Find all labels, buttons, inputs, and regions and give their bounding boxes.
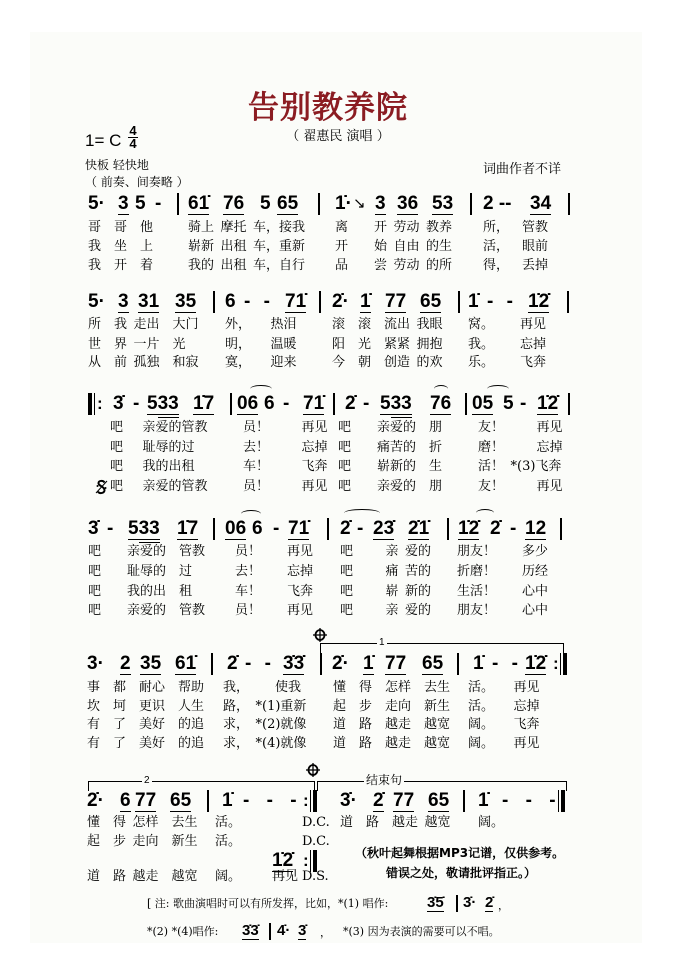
lyric: 离 开 劳动 教养 bbox=[335, 220, 453, 235]
slur bbox=[434, 385, 448, 393]
footnote-text: *(3) 因为表演的需要可以不唱。 bbox=[343, 925, 500, 938]
note: 3̇3̇ bbox=[283, 653, 305, 674]
barline bbox=[213, 291, 215, 313]
lyric: 世 界 一片 光 bbox=[88, 337, 186, 352]
barline bbox=[333, 393, 335, 415]
lyric: 有 了 美好 的追 bbox=[87, 717, 205, 732]
lyric: 道 路 越走 越宽 bbox=[340, 815, 451, 830]
lyric: 活。 再见 bbox=[468, 680, 540, 695]
note: 1̇· bbox=[335, 193, 352, 214]
lyric: 骑上 摩托 车，接我 bbox=[188, 220, 306, 235]
barline bbox=[447, 518, 449, 540]
note: 65 bbox=[277, 193, 299, 214]
note: 77 bbox=[385, 291, 407, 312]
lyric: 品 尝 劳动 的所 bbox=[335, 258, 453, 273]
lyric: 员！ 再见 bbox=[235, 544, 314, 559]
dal-segno-marking: D.S. bbox=[302, 869, 329, 884]
lyric: 今 朝 创造 的欢 bbox=[332, 355, 443, 370]
lyric: 哥 哥 他 bbox=[88, 220, 154, 235]
note: 71̇ bbox=[285, 291, 307, 312]
barline bbox=[318, 193, 320, 215]
lyric: 我。 忘掉 bbox=[468, 337, 547, 352]
dash: - bbox=[155, 193, 162, 214]
coda-icon bbox=[306, 763, 320, 777]
lyric: 求， *(2)就像 bbox=[223, 717, 307, 732]
barline bbox=[458, 291, 460, 313]
lyric: 吧 亲爱的 管教 bbox=[88, 603, 206, 618]
note: 6 bbox=[252, 518, 263, 539]
note: 1̇7 bbox=[177, 518, 199, 539]
barline bbox=[319, 291, 321, 313]
note: 2̇ bbox=[485, 894, 494, 911]
dash: - - bbox=[244, 291, 270, 312]
lyric: 有 了 美好 的追 bbox=[87, 736, 205, 751]
lyric: 友！ 再见 bbox=[478, 420, 563, 435]
singer-credit: （ 翟惠民 演唱 ） bbox=[286, 129, 390, 144]
note: 23̇ bbox=[373, 518, 395, 539]
note: 33 bbox=[391, 393, 412, 418]
note: 1̇ bbox=[222, 790, 233, 811]
lyric: 所， 管教 bbox=[483, 220, 549, 235]
tie bbox=[344, 509, 380, 517]
lyric: 从 前 孤独 和寂 bbox=[88, 355, 199, 370]
dash: - bbox=[357, 518, 364, 539]
note: 65 bbox=[422, 653, 444, 674]
lyric: 事 都 耐心 帮助 bbox=[87, 680, 205, 695]
note: 71̇ bbox=[288, 518, 310, 539]
note: 2̇ bbox=[227, 653, 238, 674]
lyric: 去！ 忘掉 bbox=[235, 564, 314, 579]
tie bbox=[487, 385, 509, 393]
dash: - bbox=[363, 393, 370, 414]
footnote-text: *(2) *(4)唱作: bbox=[147, 925, 219, 938]
note: 3̇· bbox=[340, 790, 357, 811]
lyric: 吧 崭新的 生 bbox=[338, 459, 443, 474]
lyric: 坎 坷 更识 人生 bbox=[87, 699, 205, 714]
dash: - - bbox=[492, 653, 518, 674]
lyric: 我 开 着 bbox=[88, 258, 154, 273]
lyric: 活， 眼前 bbox=[483, 239, 549, 254]
time-signature-denominator: 4 bbox=[129, 136, 137, 151]
note: 2̇· bbox=[332, 291, 349, 312]
note: 06 bbox=[237, 393, 259, 414]
note: 05 bbox=[472, 393, 494, 414]
barline bbox=[465, 393, 467, 415]
lyric: 懂 得 怎样 去生 bbox=[87, 815, 198, 830]
note: 1̇ bbox=[468, 291, 479, 312]
barline bbox=[567, 291, 569, 313]
note: 3· bbox=[87, 653, 104, 674]
lyric: 求， *(4)就像 bbox=[223, 736, 307, 751]
lyric: 去！ 忘掉 bbox=[243, 440, 328, 455]
note: 77 bbox=[135, 790, 157, 811]
lyric: 吧 痛 苦的 bbox=[340, 564, 432, 579]
transcriber-note-line-2: 错误之处，敬请批评指正。） bbox=[386, 866, 537, 880]
time-signature bbox=[128, 125, 138, 150]
lyric: 友！ 再见 bbox=[478, 479, 563, 494]
note: 5 bbox=[260, 193, 271, 214]
lyric: 外， 热泪 bbox=[225, 317, 297, 332]
dash: - bbox=[283, 393, 290, 414]
dash: - - - bbox=[243, 790, 297, 811]
lyric: 起 步 走向 新生 bbox=[87, 834, 198, 849]
note: 6 bbox=[264, 393, 275, 414]
note: 3̇3̇ bbox=[242, 922, 259, 939]
transcriber-note-line-1: （秋叶起舞根据MP3记谱，仅供参考。 bbox=[355, 846, 565, 860]
lyric: 吧 亲爱的管教 bbox=[110, 420, 208, 435]
note: 06 bbox=[225, 518, 247, 539]
barline bbox=[456, 895, 458, 912]
dash: - bbox=[273, 518, 280, 539]
dash: - bbox=[133, 393, 140, 414]
note: 65 bbox=[428, 790, 450, 811]
note-group bbox=[128, 519, 160, 540]
lyric: 阔。 bbox=[215, 869, 242, 884]
barline bbox=[568, 393, 570, 415]
note: 77 bbox=[393, 790, 415, 811]
lyric: 再见 bbox=[272, 869, 299, 884]
dash: - - bbox=[245, 653, 271, 674]
lyric: 吧 耻辱的 过 bbox=[88, 564, 193, 579]
note: 5 bbox=[503, 393, 514, 414]
barline bbox=[560, 518, 562, 540]
lyric: 寞， 迎来 bbox=[225, 355, 297, 370]
lyric: 生活！ 心中 bbox=[457, 584, 549, 599]
lyric: 吧 痛苦的 折 bbox=[338, 440, 443, 455]
lyric: 活。 忘掉 bbox=[468, 699, 540, 714]
note: 2̇ bbox=[373, 790, 384, 811]
note: 3̇· bbox=[463, 894, 477, 911]
lyric: 车！ 飞奔 bbox=[243, 459, 328, 474]
lyric: 吧 耻辱的过 bbox=[110, 440, 195, 455]
note: 35 bbox=[140, 653, 162, 674]
note: 6 bbox=[120, 790, 131, 811]
note: 1̇7 bbox=[193, 393, 215, 414]
lyric: 开 始 自由 的生 bbox=[335, 239, 453, 254]
note: 1̇ bbox=[360, 291, 371, 312]
lyric: 我 坐 上 bbox=[88, 239, 154, 254]
lyric: 活。 bbox=[215, 834, 242, 849]
tie bbox=[250, 385, 272, 393]
note: 2 -- bbox=[483, 193, 512, 214]
note: 2̇· bbox=[87, 790, 104, 811]
lyric: 我的 出租 车，自行 bbox=[188, 258, 306, 273]
tie bbox=[241, 510, 261, 518]
note: 3 bbox=[118, 193, 129, 214]
lyric: 路， *(1)重新 bbox=[223, 699, 307, 714]
note: 5 bbox=[147, 393, 158, 414]
note: 1̇2̇ bbox=[458, 518, 480, 539]
note: 3 bbox=[375, 193, 386, 214]
note: 3̇ bbox=[113, 393, 124, 414]
note: 1̇2̇ bbox=[528, 291, 550, 312]
key-signature: 1= C bbox=[85, 131, 122, 150]
lyric: 我， 使我 bbox=[223, 680, 302, 695]
lyric: 懂 得 怎样 去生 bbox=[333, 680, 451, 695]
lyric: 吧 我的出租 bbox=[110, 459, 195, 474]
lyric: 员！ 再见 bbox=[243, 479, 328, 494]
time-signature-numerator: 4 bbox=[129, 123, 137, 138]
lyric: 窝。 再见 bbox=[468, 317, 547, 332]
barline bbox=[320, 653, 322, 675]
lyric: 滚 滚 流出 我眼 bbox=[332, 317, 443, 332]
lyric: 乐。 飞奔 bbox=[468, 355, 547, 370]
note: 3̇5̇ bbox=[427, 894, 444, 911]
barline bbox=[211, 653, 213, 675]
lyric: 起 步 走向 新生 bbox=[333, 699, 451, 714]
dash: - - - bbox=[502, 790, 556, 811]
note: 2̇ bbox=[490, 518, 501, 539]
lyric: 所 我 走出 大门 bbox=[88, 317, 199, 332]
lyric: 明， 温暖 bbox=[225, 337, 297, 352]
dash: - - bbox=[487, 291, 513, 312]
segno-icon bbox=[95, 479, 108, 495]
lyric: 折磨！ 历经 bbox=[457, 564, 549, 579]
barline bbox=[269, 923, 271, 940]
note: 35 bbox=[175, 291, 197, 312]
lyric: 得， 丢掉 bbox=[483, 258, 549, 273]
barline bbox=[457, 653, 459, 675]
note: 65 bbox=[170, 790, 192, 811]
note: 12 bbox=[525, 518, 547, 539]
note: 53 bbox=[432, 193, 454, 214]
dash: - bbox=[510, 518, 517, 539]
note: 1̇ bbox=[473, 653, 484, 674]
lyric: 吧 亲爱的 朋 bbox=[338, 420, 443, 435]
lyric: 吧 亲爱的 管教 bbox=[88, 544, 206, 559]
note: 76 bbox=[223, 193, 245, 214]
da-capo-marking: D.C. bbox=[302, 834, 330, 849]
lyric: 吧 亲 爱的 bbox=[340, 544, 432, 559]
composer-credit: 词曲作者不详 bbox=[483, 162, 562, 177]
note: 33 bbox=[139, 518, 160, 543]
note: 3̇ bbox=[298, 922, 307, 939]
da-capo-marking: D.C. bbox=[302, 815, 330, 830]
song-title: 告别教养院 bbox=[248, 90, 408, 125]
coda-section-label: 结束句 bbox=[366, 773, 403, 787]
barline bbox=[230, 393, 232, 415]
note: 5· bbox=[88, 291, 105, 312]
punctuation: ， bbox=[320, 926, 331, 939]
note: 2̇· bbox=[332, 653, 349, 674]
note: 3̇ bbox=[88, 518, 99, 539]
lyric: 活！ *(3)飞奔 bbox=[478, 459, 562, 474]
lyric: 道 路 越走 越宽 bbox=[333, 736, 451, 751]
lyric: 道 路 越走 越宽 bbox=[87, 869, 198, 884]
note: 77 bbox=[385, 653, 407, 674]
note: 1̇2̇ bbox=[537, 393, 559, 414]
lyric: 阔。 再见 bbox=[468, 736, 540, 751]
second-ending-label: 2 bbox=[144, 775, 150, 786]
barline bbox=[327, 518, 329, 540]
note: 5 bbox=[135, 193, 146, 214]
note-group bbox=[147, 394, 179, 415]
lyric: 阳 光 紧紧 拥抱 bbox=[332, 337, 443, 352]
note: 2̇ bbox=[340, 518, 351, 539]
dash: - bbox=[107, 518, 114, 539]
first-ending-label: 1 bbox=[379, 637, 385, 648]
note: 2̇ bbox=[345, 393, 356, 414]
lyric: 车！ 飞奔 bbox=[235, 584, 314, 599]
barline bbox=[470, 193, 472, 215]
note: 33 bbox=[158, 393, 179, 418]
barline bbox=[177, 193, 179, 215]
punctuation: ， bbox=[498, 899, 509, 912]
note: 34 bbox=[530, 193, 552, 214]
note: 31 bbox=[138, 291, 160, 312]
note: 5 bbox=[380, 393, 391, 414]
lyric: 阔。 bbox=[478, 815, 505, 830]
lyric: 活。 bbox=[215, 815, 242, 830]
lyric: 崭新 出租 车，重新 bbox=[188, 239, 306, 254]
lyric: 员！ 再见 bbox=[235, 603, 314, 618]
note: 1̇ bbox=[363, 653, 374, 674]
lyric: 吧 我的出 租 bbox=[88, 584, 193, 599]
lyric: 吧 亲爱的 朋 bbox=[338, 479, 443, 494]
coda-icon bbox=[313, 628, 327, 642]
lyric: 员！ 再见 bbox=[243, 420, 328, 435]
intro-note: （ 前奏、间奏略 ） bbox=[85, 175, 189, 189]
note: 61̇ bbox=[188, 193, 210, 214]
footnote-text: [ 注: 歌曲演唱时可以有所发挥，比如，*(1) 唱作: bbox=[147, 897, 389, 910]
lyric: 吧 亲 爱的 bbox=[340, 603, 432, 618]
note: 76 bbox=[430, 393, 452, 414]
note: 61̇ bbox=[175, 653, 197, 674]
note: 6 bbox=[225, 291, 236, 312]
note: 65 bbox=[420, 291, 442, 312]
note-group bbox=[380, 394, 412, 415]
lyric: 阔。 飞奔 bbox=[468, 717, 540, 732]
note: 1̇ bbox=[478, 790, 489, 811]
lyric: 吧 崭 新的 bbox=[340, 584, 432, 599]
note: 1̇2̇ bbox=[525, 653, 547, 674]
glide-arrow-icon: ↘ bbox=[353, 194, 366, 212]
note: 36 bbox=[397, 193, 419, 214]
barline bbox=[568, 193, 570, 215]
note: 5 bbox=[128, 518, 139, 539]
first-ending-bracket bbox=[320, 643, 564, 653]
note: 2̇1̇ bbox=[408, 518, 430, 539]
note: 3 bbox=[118, 291, 129, 312]
note: 2 bbox=[120, 653, 131, 674]
dash: - bbox=[520, 393, 527, 414]
barline bbox=[207, 790, 209, 812]
tempo-marking: 快板 轻快地 bbox=[85, 158, 149, 172]
lyric: 磨！ 忘掉 bbox=[478, 440, 563, 455]
barline bbox=[463, 790, 465, 812]
tie bbox=[476, 509, 494, 517]
note: 71̇ bbox=[303, 393, 325, 414]
lyric: 道 路 越走 越宽 bbox=[333, 717, 451, 732]
note: 5· bbox=[88, 193, 105, 214]
lyric: 吧 亲爱的管教 bbox=[110, 479, 208, 494]
note: 1̇2̇ bbox=[272, 850, 294, 871]
lyric: 朋友！ 心中 bbox=[457, 603, 549, 618]
barline bbox=[213, 518, 215, 540]
lyric: 朋友！ 多少 bbox=[457, 544, 549, 559]
note: 4̇· bbox=[277, 922, 291, 939]
